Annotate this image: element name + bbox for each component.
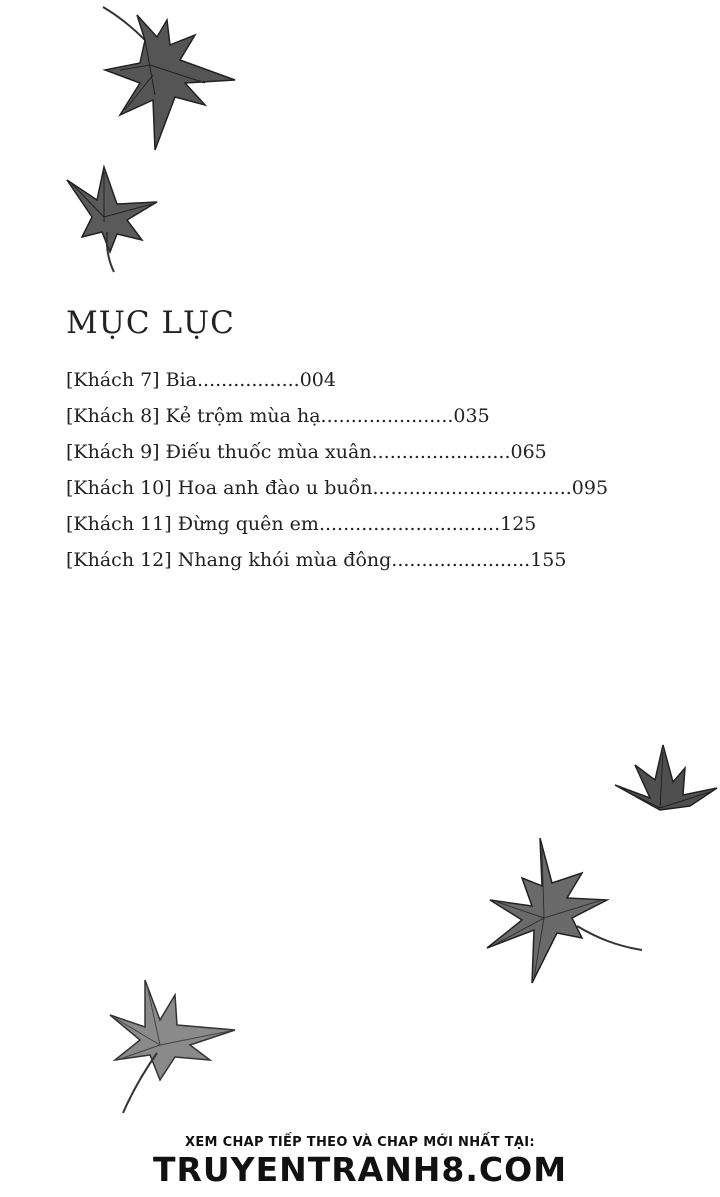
chapter-name: Nhang khói mùa đông <box>177 549 392 571</box>
maple-leaf-icon <box>105 975 240 1115</box>
chapter-name: Kẻ trộm mùa hạ <box>165 405 321 427</box>
footer-promo-text: XEM CHAP TIẾP THEO VÀ CHAP MỚI NHẤT TẠI: <box>185 1135 535 1150</box>
footer-site-link[interactable]: TRUYENTRANH8.COM <box>152 1150 568 1189</box>
toc-title: MỤC LỤC <box>66 305 235 341</box>
chapter-number: [Khách 7] <box>66 369 160 391</box>
toc-entry <box>66 362 608 398</box>
toc-entry <box>66 470 608 506</box>
leader-dots: .............................. <box>318 513 501 535</box>
leader-dots: ....................... <box>371 441 511 463</box>
chapter-number: [Khách 8] <box>66 405 160 427</box>
page-number: 004 <box>299 369 336 391</box>
chapter-name: Đừng quên em <box>177 513 319 535</box>
page-number: 065 <box>510 441 547 463</box>
toc-entry <box>66 434 608 470</box>
maple-leaf-icon <box>62 162 162 277</box>
chapter-number: [Khách 10] <box>66 477 172 499</box>
toc-entry <box>66 398 608 434</box>
chapter-number: [Khách 12] <box>66 549 172 571</box>
chapter-number: [Khách 11] <box>66 513 172 535</box>
maple-leaf-icon <box>482 838 647 988</box>
toc-list <box>66 362 608 578</box>
page-number: 095 <box>571 477 609 499</box>
leader-dots: ....................... <box>391 549 531 571</box>
toc-entry <box>66 506 608 542</box>
chapter-name: Bia <box>165 369 198 391</box>
chapter-name: Điếu thuốc mùa xuân <box>165 441 372 463</box>
page-number: 125 <box>500 513 537 535</box>
leader-dots: ................. <box>197 369 300 391</box>
maple-leaf-icon <box>605 740 720 820</box>
chapter-number: [Khách 9] <box>66 441 160 463</box>
page-number: 035 <box>453 405 490 427</box>
maple-leaf-icon <box>95 5 245 160</box>
chapter-name: Hoa anh đào u buồn <box>177 477 373 499</box>
leader-dots: ................................. <box>372 477 572 499</box>
leader-dots: ...................... <box>320 405 454 427</box>
toc-entry <box>66 542 608 578</box>
page-number: 155 <box>530 549 567 571</box>
